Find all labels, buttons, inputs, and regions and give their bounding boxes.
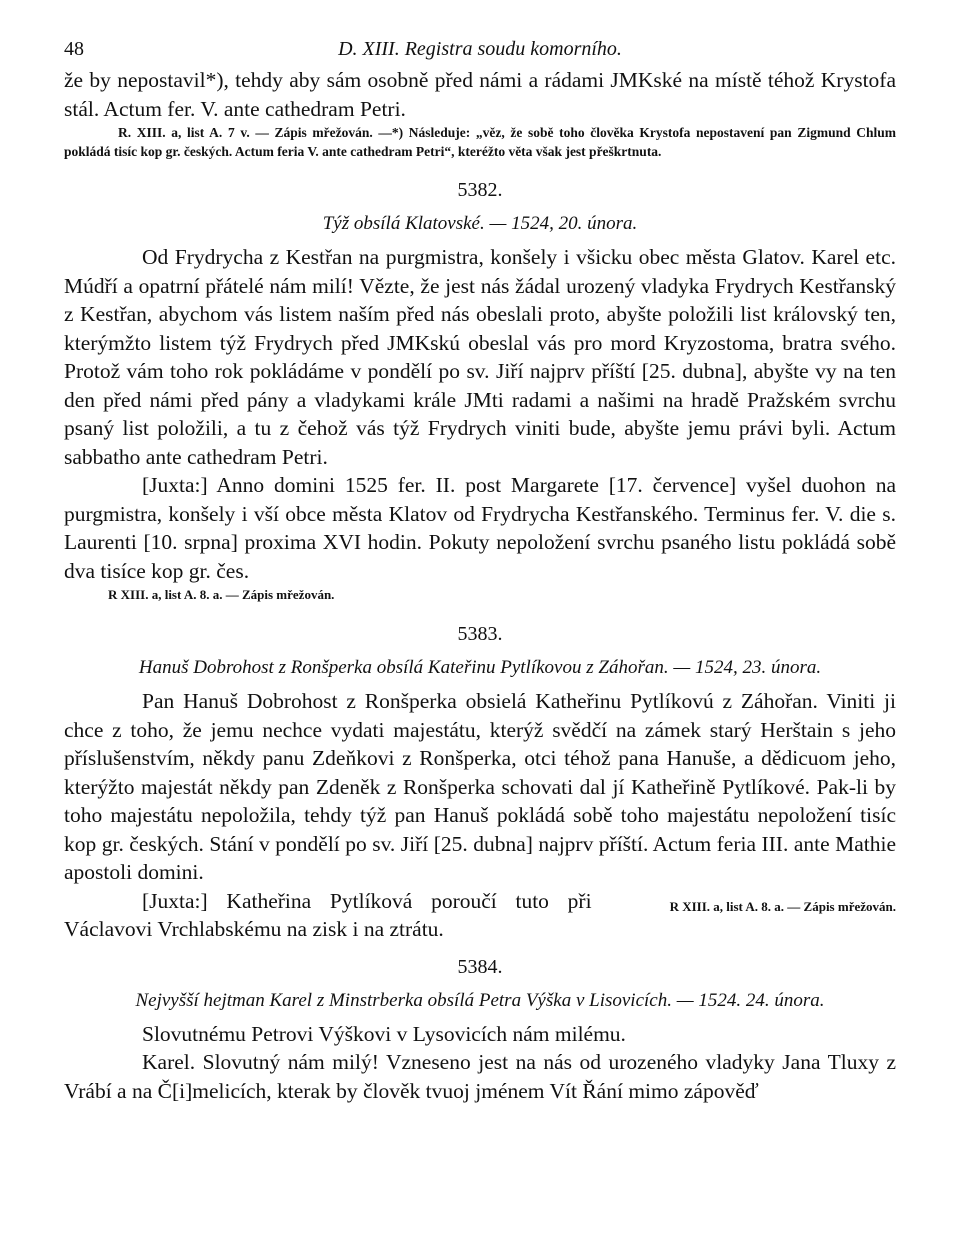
source-note-5382: R XIII. a, list A. 8. a. — Zápis mřežován. — [108, 587, 335, 602]
doc5382-paragraph-1: Od Frydrycha z Kestřan na purgmistra, konšely i všicku obec města Glatov. Karel etc. Múdří a opatrní přátelé nám milí! Vězte, že jest nás žádal urozený vladyka Frydrych Kestřanský z Kestřan, abychom vás listem naším před nás obeslali proto, abyšte položili list královský ten, kterýmžto listem týž Frydrych před JMKskú obeslal vás pro mord Kryzostoma, bratra svého. Protož vám toho rok pokládáme v pondělí po sv. Jiří najprv příští [25. dubna], abyšte vy na ten den před námi před pány a vladykami krále JMti radami a našimi na hradě Pražském svrchu psaný list položili, a tu z čehož vás týž Frydrych viniti bude, abyšte jemu právi byli. Actum sabbatho ante cathedram Petri. — [64, 245, 896, 469]
document-number-5384: 5384. — [457, 955, 503, 978]
page-number: 48 — [64, 38, 84, 60]
page-header — [64, 30, 896, 66]
document-number-5382: 5382. — [457, 179, 503, 201]
running-title: D. XIII. Registra soudu komorního. — [338, 38, 622, 60]
doc5384-paragraph-2: Karel. Slovutný nám milý! Vzneseno jest na nás od urozeného vladyky Jana Tluxy z Vrábí a na Č[i]melicích, kterak by člověk tvuoj jménem Vít Řání mimo zápověď — [64, 1050, 896, 1103]
continuation-paragraph: že by nepostavil*), tehdy aby sám osobně před námi a rádami JMKské na místě téhož Krystofa stál. Actum fer. V. ante cathedram Petri. — [64, 68, 896, 121]
doc5384-paragraph-1: Slovutnému Petrovi Výškovi v Lysovicích nám milému. — [142, 1021, 626, 1046]
document-number-5383: 5383. — [457, 623, 503, 645]
source-note-5383: R XIII. a, list A. 8. a. — Zápis mřežován. — [669, 898, 896, 914]
doc5382-paragraph-2: [Juxta:] Anno domini 1525 fer. II. post Margarete [17. července] vyšel duohon na purgmistra, konšely i vší obce města Klatov od Frydrycha Kestřanského. Terminus fer. V. die s. Laurenti [10. srpna] proxima XVI hodin. Pokuty nepoložení svrchu psaného listu pokládá sobě dva tisíce kop gr. čes. — [64, 473, 896, 583]
regest-5383: Hanuš Dobrohost z Ronšperka obsílá Kateřinu Pytlíkovou z Záhořan. — 1524, 23. února. — [138, 657, 822, 678]
regest-5384: Nejvyšší hejtman Karel z Minstrberka obsílá Petra Výška v Lisovicích. — 1524. 24. února. — [135, 989, 825, 1011]
doc5383-paragraph-1: Pan Hanuš Dobrohost z Ronšperka obsielá Katheřinu Pytlíkovú z Záhořan. Viniti ji chce z toho, že jemu nechce vydati majestátu, kterýž svědčí na zámek starý Herštain s jeho příslušenstvím, někdy panu Zdeňkovi z Ronšperka, otci téhož pana Hanuše, a dědicuom jeho, kterýžto majestát někdy pan Zdeněk z Ronšperka schovati dal jí Katheřině Pytlíkové. Pak-li by toho majestátu nepoložila, tehdy týž pan Hanuš pokládá sobě toho majestátu nepoložení tisíc kop gr. českých. Stání v pondělí po sv. Jiří [25. dubna] najprv příští. Actum feria III. ante Mathie apostoli domini. — [64, 689, 896, 884]
footnote: R. XIII. a, list A. 7 v. — Zápis mřežován. —*) Následuje: „věz, že sobě toho člověka Krystofa nepostavení pan Zigmund Chlum pokládá tisíc kop gr. českých. Actum feria V. ante cathedram Petri“, kteréžto věta však jest přeškrtnuta. — [64, 125, 896, 159]
document-page — [64, 30, 896, 1105]
doc5383-paragraph-2 — [64, 887, 896, 944]
regest-5382: Týž obsílá Klatovské. — 1524, 20. února. — [322, 213, 638, 234]
doc5383-paragraph-2-text: [Juxta:] Katheřina Pytlíková poroučí tuto při Václavovi Vrchlabskému na zisk i na ztrátu. — [64, 888, 592, 941]
